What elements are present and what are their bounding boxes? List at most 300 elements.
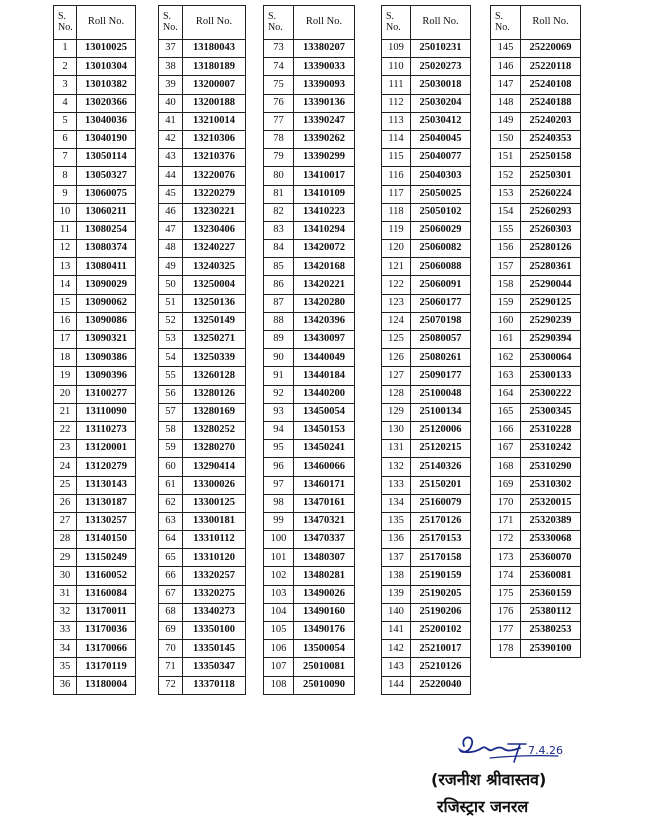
roll-number: 13460066 — [294, 458, 355, 476]
roll-number: 25060088 — [411, 258, 471, 276]
table-row — [159, 94, 246, 112]
table-row — [54, 367, 136, 385]
table-row — [159, 494, 246, 512]
serial-number: 162 — [491, 349, 521, 367]
serial-number: 55 — [159, 367, 183, 385]
serial-number: 6 — [54, 130, 77, 148]
header-roll-no: Roll No. — [294, 6, 355, 40]
serial-number: 98 — [264, 494, 294, 512]
serial-number: 156 — [491, 240, 521, 258]
roll-number: 13440184 — [294, 367, 355, 385]
table-row — [382, 40, 471, 58]
table-row — [382, 94, 471, 112]
table-row — [382, 403, 471, 421]
roll-number: 13300026 — [183, 476, 246, 494]
header-serial-no: S. No. — [382, 6, 411, 40]
serial-number: 102 — [264, 567, 294, 585]
roll-number: 13440049 — [294, 349, 355, 367]
header-row — [54, 6, 136, 40]
table-row — [382, 149, 471, 167]
roll-number: 13210306 — [183, 130, 246, 148]
serial-number: 10 — [54, 203, 77, 221]
serial-number: 171 — [491, 512, 521, 530]
table-row — [159, 331, 246, 349]
table-row — [491, 203, 581, 221]
table-row — [54, 167, 136, 185]
serial-number: 24 — [54, 458, 77, 476]
serial-number: 116 — [382, 167, 411, 185]
serial-number: 135 — [382, 512, 411, 530]
serial-number: 146 — [491, 58, 521, 76]
roll-number: 13020366 — [77, 94, 136, 112]
table-row — [54, 585, 136, 603]
serial-number: 20 — [54, 385, 77, 403]
table-row — [159, 312, 246, 330]
table-row — [382, 185, 471, 203]
serial-number: 18 — [54, 349, 77, 367]
serial-number: 147 — [491, 76, 521, 94]
serial-number: 154 — [491, 203, 521, 221]
roll-number: 13310112 — [183, 531, 246, 549]
serial-number: 4 — [54, 94, 77, 112]
table-row — [159, 221, 246, 239]
roll-number: 13010304 — [77, 58, 136, 76]
serial-number: 161 — [491, 331, 521, 349]
serial-number: 111 — [382, 76, 411, 94]
roll-number: 13410294 — [294, 221, 355, 239]
serial-number: 148 — [491, 94, 521, 112]
table-row — [382, 640, 471, 658]
roll-number: 25390100 — [521, 640, 581, 658]
serial-number: 144 — [382, 676, 411, 694]
serial-number: 145 — [491, 40, 521, 58]
table-row — [382, 494, 471, 512]
roll-number: 13350145 — [183, 640, 246, 658]
table-row — [159, 531, 246, 549]
serial-number: 136 — [382, 531, 411, 549]
serial-number: 39 — [159, 76, 183, 94]
serial-number: 176 — [491, 603, 521, 621]
serial-number: 138 — [382, 567, 411, 585]
roll-number: 25310302 — [521, 476, 581, 494]
serial-number: 60 — [159, 458, 183, 476]
roll-number: 13380207 — [294, 40, 355, 58]
roll-number: 25320015 — [521, 494, 581, 512]
serial-number: 76 — [264, 94, 294, 112]
serial-number: 12 — [54, 240, 77, 258]
table-row — [491, 276, 581, 294]
roll-number: 25240353 — [521, 130, 581, 148]
table-row — [382, 276, 471, 294]
table-row — [54, 440, 136, 458]
serial-number: 124 — [382, 312, 411, 330]
roll-number: 25010081 — [294, 658, 355, 676]
serial-number: 41 — [159, 112, 183, 130]
roll-number: 13110273 — [77, 421, 136, 439]
serial-number: 16 — [54, 312, 77, 330]
roll-number: 13040190 — [77, 130, 136, 148]
serial-number: 80 — [264, 167, 294, 185]
roll-number: 25060177 — [411, 294, 471, 312]
serial-number: 100 — [264, 531, 294, 549]
table-row — [264, 676, 355, 694]
table-row — [54, 221, 136, 239]
table-row — [54, 331, 136, 349]
roll-number: 25190159 — [411, 567, 471, 585]
table-row — [54, 112, 136, 130]
table-row — [382, 258, 471, 276]
table-row — [382, 458, 471, 476]
table-row — [54, 421, 136, 439]
roll-number: 25050025 — [411, 185, 471, 203]
roll-number: 13170066 — [77, 640, 136, 658]
serial-number: 165 — [491, 403, 521, 421]
roll-number: 13140150 — [77, 531, 136, 549]
serial-number: 123 — [382, 294, 411, 312]
roll-number: 13180043 — [183, 40, 246, 58]
table-row — [54, 385, 136, 403]
roll-number: 25100134 — [411, 403, 471, 421]
table-row — [382, 167, 471, 185]
table-row — [491, 385, 581, 403]
table-row — [54, 294, 136, 312]
roll-number: 13130187 — [77, 494, 136, 512]
serial-number: 1 — [54, 40, 77, 58]
serial-number: 104 — [264, 603, 294, 621]
roll-number: 13280252 — [183, 421, 246, 439]
roll-number: 25080261 — [411, 349, 471, 367]
table-row — [54, 676, 136, 694]
roll-number: 25290125 — [521, 294, 581, 312]
roll-number: 13450241 — [294, 440, 355, 458]
serial-number: 114 — [382, 130, 411, 148]
table-row — [264, 403, 355, 421]
header-serial-no: S. No. — [264, 6, 294, 40]
table-row — [264, 94, 355, 112]
table-row — [382, 567, 471, 585]
roll-number: 13410017 — [294, 167, 355, 185]
roll-number: 13300181 — [183, 512, 246, 530]
table-row — [54, 149, 136, 167]
roll-number: 13010382 — [77, 76, 136, 94]
serial-number: 170 — [491, 494, 521, 512]
roll-number: 13230406 — [183, 221, 246, 239]
table-row — [264, 531, 355, 549]
roll-number: 25310242 — [521, 440, 581, 458]
roll-number: 13250339 — [183, 349, 246, 367]
serial-number: 42 — [159, 130, 183, 148]
serial-number: 71 — [159, 658, 183, 676]
roll-number: 25170153 — [411, 531, 471, 549]
roll-number: 25300222 — [521, 385, 581, 403]
serial-number: 164 — [491, 385, 521, 403]
table-row — [382, 622, 471, 640]
roll-number: 25300064 — [521, 349, 581, 367]
table-row — [382, 440, 471, 458]
serial-number: 166 — [491, 421, 521, 439]
serial-number: 61 — [159, 476, 183, 494]
serial-number: 103 — [264, 585, 294, 603]
table-row — [159, 567, 246, 585]
table-row — [264, 658, 355, 676]
roll-number: 13200007 — [183, 76, 246, 94]
table-row — [54, 531, 136, 549]
table-row — [491, 130, 581, 148]
header-serial-no: S. No. — [491, 6, 521, 40]
roll-number: 13150249 — [77, 549, 136, 567]
roll-number: 13180189 — [183, 58, 246, 76]
table-row — [54, 130, 136, 148]
serial-number: 9 — [54, 185, 77, 203]
roll-number: 25120215 — [411, 440, 471, 458]
roll-number: 13040036 — [77, 112, 136, 130]
roll-number: 25360081 — [521, 567, 581, 585]
roll-number: 13390262 — [294, 130, 355, 148]
table-row — [491, 149, 581, 167]
serial-number: 82 — [264, 203, 294, 221]
roll-number: 25310228 — [521, 421, 581, 439]
table-row — [54, 276, 136, 294]
serial-number: 112 — [382, 94, 411, 112]
roll-number: 13200188 — [183, 94, 246, 112]
serial-number: 78 — [264, 130, 294, 148]
serial-number: 119 — [382, 221, 411, 239]
serial-number: 96 — [264, 458, 294, 476]
table-row — [264, 385, 355, 403]
roll-number: 13120279 — [77, 458, 136, 476]
table-row — [54, 603, 136, 621]
table-row — [491, 421, 581, 439]
roll-number: 13100277 — [77, 385, 136, 403]
serial-number: 21 — [54, 403, 77, 421]
header-row — [264, 6, 355, 40]
serial-number: 2 — [54, 58, 77, 76]
roll-number: 25030018 — [411, 76, 471, 94]
roll-number: 25220118 — [521, 58, 581, 76]
serial-number: 94 — [264, 421, 294, 439]
table-row — [264, 149, 355, 167]
serial-number: 17 — [54, 331, 77, 349]
roll-number: 13250136 — [183, 294, 246, 312]
serial-number: 137 — [382, 549, 411, 567]
roll-number: 25060082 — [411, 240, 471, 258]
table-row — [264, 331, 355, 349]
table-row — [54, 312, 136, 330]
roll-number: 13060075 — [77, 185, 136, 203]
serial-number: 14 — [54, 276, 77, 294]
table-row — [159, 585, 246, 603]
roll-number: 13050114 — [77, 149, 136, 167]
table-row — [491, 94, 581, 112]
roll-number: 25240203 — [521, 112, 581, 130]
table-row — [264, 367, 355, 385]
table-row — [491, 294, 581, 312]
table-row — [159, 367, 246, 385]
table-row — [382, 112, 471, 130]
roll-number: 13420280 — [294, 294, 355, 312]
roll-number: 13370118 — [183, 676, 246, 694]
serial-number: 109 — [382, 40, 411, 58]
serial-number: 84 — [264, 240, 294, 258]
serial-number: 35 — [54, 658, 77, 676]
roll-number: 13310120 — [183, 549, 246, 567]
serial-number: 44 — [159, 167, 183, 185]
serial-number: 160 — [491, 312, 521, 330]
roll-number: 25050102 — [411, 203, 471, 221]
table-row — [264, 458, 355, 476]
roll-number: 13320275 — [183, 585, 246, 603]
serial-number: 7 — [54, 149, 77, 167]
serial-number: 65 — [159, 549, 183, 567]
roll-number: 25310290 — [521, 458, 581, 476]
table-row — [264, 130, 355, 148]
serial-number: 106 — [264, 640, 294, 658]
serial-number: 142 — [382, 640, 411, 658]
table-row — [382, 240, 471, 258]
roll-number: 13420168 — [294, 258, 355, 276]
roll-number: 25160079 — [411, 494, 471, 512]
table-row — [264, 494, 355, 512]
roll-number: 13090386 — [77, 349, 136, 367]
serial-number: 31 — [54, 585, 77, 603]
roll-number: 13320257 — [183, 567, 246, 585]
serial-number: 77 — [264, 112, 294, 130]
serial-number: 5 — [54, 112, 77, 130]
serial-number: 67 — [159, 585, 183, 603]
table-row — [159, 349, 246, 367]
header-roll-no: Roll No. — [411, 6, 471, 40]
roll-number: 13010025 — [77, 40, 136, 58]
table-row — [491, 476, 581, 494]
serial-number: 86 — [264, 276, 294, 294]
signature-date: 7.4.26 — [528, 744, 563, 757]
table-row — [382, 585, 471, 603]
serial-number: 122 — [382, 276, 411, 294]
handwritten-signature — [430, 732, 570, 766]
roll-number: 25200102 — [411, 622, 471, 640]
table-row — [264, 549, 355, 567]
table-row — [54, 76, 136, 94]
serial-number: 105 — [264, 622, 294, 640]
signature-scribble — [430, 732, 570, 766]
serial-number: 108 — [264, 676, 294, 694]
header-serial-no: S. No. — [159, 6, 183, 40]
table-row — [491, 531, 581, 549]
serial-number: 175 — [491, 585, 521, 603]
roll-number: 25220069 — [521, 40, 581, 58]
serial-number: 133 — [382, 476, 411, 494]
serial-number: 93 — [264, 403, 294, 421]
serial-number: 91 — [264, 367, 294, 385]
roll-number: 25070198 — [411, 312, 471, 330]
table-row — [264, 76, 355, 94]
serial-number: 167 — [491, 440, 521, 458]
roll-number: 13490026 — [294, 585, 355, 603]
table-row — [159, 167, 246, 185]
roll-number: 13350100 — [183, 622, 246, 640]
roll-number: 25170158 — [411, 549, 471, 567]
serial-number: 177 — [491, 622, 521, 640]
serial-number: 52 — [159, 312, 183, 330]
roll-number: 13210014 — [183, 112, 246, 130]
roll-number: 25240108 — [521, 76, 581, 94]
serial-number: 120 — [382, 240, 411, 258]
serial-number: 88 — [264, 312, 294, 330]
roll-number: 25240188 — [521, 94, 581, 112]
roll-number: 13240227 — [183, 240, 246, 258]
roll-number: 13230221 — [183, 203, 246, 221]
roll-number: 13390093 — [294, 76, 355, 94]
roll-number: 25190205 — [411, 585, 471, 603]
serial-number: 33 — [54, 622, 77, 640]
roll-number: 25080057 — [411, 331, 471, 349]
table-row — [159, 40, 246, 58]
serial-number: 79 — [264, 149, 294, 167]
serial-number: 168 — [491, 458, 521, 476]
table-row — [491, 440, 581, 458]
serial-number: 121 — [382, 258, 411, 276]
table-row — [264, 294, 355, 312]
table-row — [491, 367, 581, 385]
roll-number: 13260128 — [183, 367, 246, 385]
header-roll-no: Roll No. — [77, 6, 136, 40]
serial-number: 29 — [54, 549, 77, 567]
table-row — [382, 312, 471, 330]
roll-number: 25320389 — [521, 512, 581, 530]
roll-number: 13480281 — [294, 567, 355, 585]
roll-number: 13160052 — [77, 567, 136, 585]
serial-number: 59 — [159, 440, 183, 458]
serial-number: 28 — [54, 531, 77, 549]
roll-number: 13460171 — [294, 476, 355, 494]
serial-number: 174 — [491, 567, 521, 585]
roll-number: 25140326 — [411, 458, 471, 476]
roll-number: 25300133 — [521, 367, 581, 385]
roll-table-5 — [490, 5, 581, 658]
table-row — [491, 403, 581, 421]
roll-number: 25150201 — [411, 476, 471, 494]
serial-number: 158 — [491, 276, 521, 294]
serial-number: 99 — [264, 512, 294, 530]
serial-number: 43 — [159, 149, 183, 167]
roll-number: 13470321 — [294, 512, 355, 530]
table-row — [264, 40, 355, 58]
serial-number: 19 — [54, 367, 77, 385]
table-row — [159, 130, 246, 148]
table-row — [159, 112, 246, 130]
roll-number: 25040077 — [411, 149, 471, 167]
header-roll-no: Roll No. — [183, 6, 246, 40]
table-row — [264, 312, 355, 330]
table-row — [382, 385, 471, 403]
table-row — [159, 458, 246, 476]
table-row — [159, 658, 246, 676]
serial-number: 74 — [264, 58, 294, 76]
roll-number: 13090086 — [77, 312, 136, 330]
table-row — [54, 622, 136, 640]
table-row — [264, 567, 355, 585]
table-row — [264, 603, 355, 621]
serial-number: 32 — [54, 603, 77, 621]
table-row — [491, 76, 581, 94]
roll-number: 25170126 — [411, 512, 471, 530]
roll-number: 13250004 — [183, 276, 246, 294]
serial-number: 36 — [54, 676, 77, 694]
serial-number: 70 — [159, 640, 183, 658]
serial-number: 62 — [159, 494, 183, 512]
serial-number: 128 — [382, 385, 411, 403]
serial-number: 141 — [382, 622, 411, 640]
